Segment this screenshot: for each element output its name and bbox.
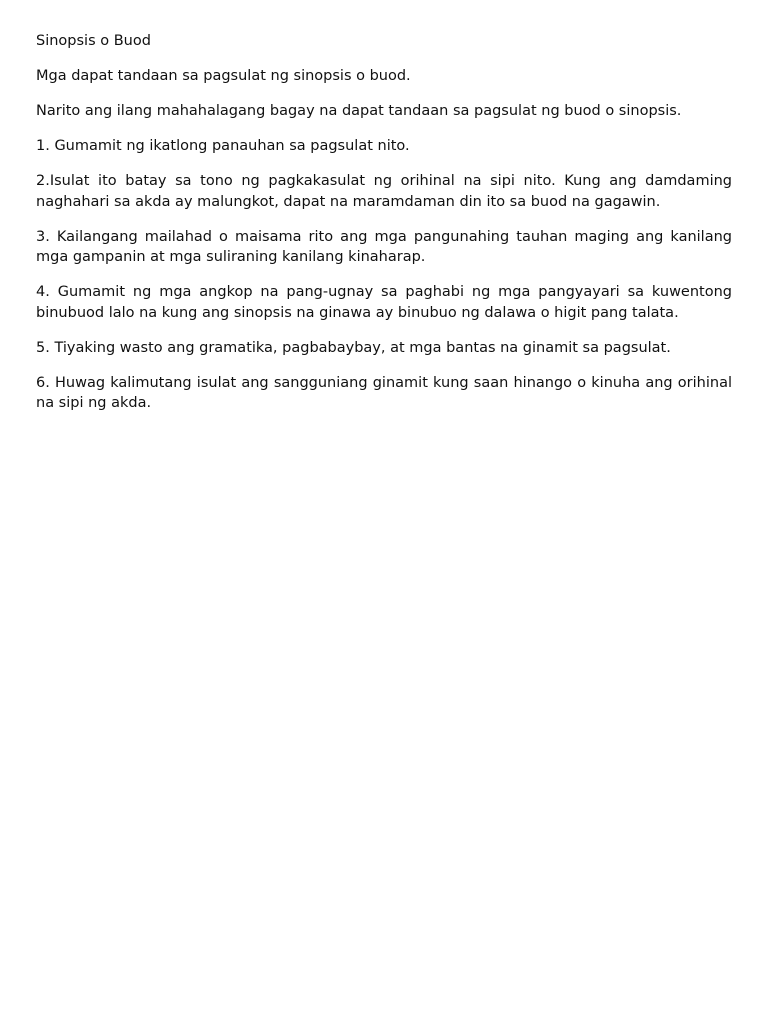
document-subtitle: Mga dapat tandaan sa pagsulat ng sinopsis o buod. bbox=[36, 68, 411, 84]
document-intro: Narito ang ilang mahahalagang bagay na dapat tandaan sa pagsulat ng buod o sinopsis. bbox=[36, 103, 682, 119]
document-page bbox=[36, 31, 732, 428]
list-item: 3. Kailangang mailahad o maisama rito ang mga pangunahing tauhan maging ang kanilang mga gampanin at mga suliraning kanilang kinaharap. bbox=[36, 228, 732, 265]
list-item: 2.Isulat ito batay sa tono ng pagkakasulat ng orihinal na sipi nito. Kung ang damdaming naghahari sa akda ay malungkot, dapat na maramdaman din ito sa buod na gagawin. bbox=[36, 173, 732, 210]
list-item: 6. Huwag kalimutang isulat ang sangguniang ginamit kung saan hinango o kinuha ang orihinal na sipi ng akda. bbox=[36, 374, 732, 411]
list-item: 5. Tiyaking wasto ang gramatika, pagbabaybay, at mga bantas na ginamit sa pagsulat. bbox=[36, 339, 671, 356]
list-item: 1. Gumamit ng ikatlong panauhan sa pagsulat nito. bbox=[36, 138, 410, 154]
list-item: 4. Gumamit ng mga angkop na pang-ugnay sa paghabi ng mga pangyayari sa kuwentong binubuod lalo na kung ang sinopsis na ginawa ay binubuo ng dalawa o higit pang talata. bbox=[36, 284, 732, 321]
document-title: Sinopsis o Buod bbox=[36, 33, 151, 49]
